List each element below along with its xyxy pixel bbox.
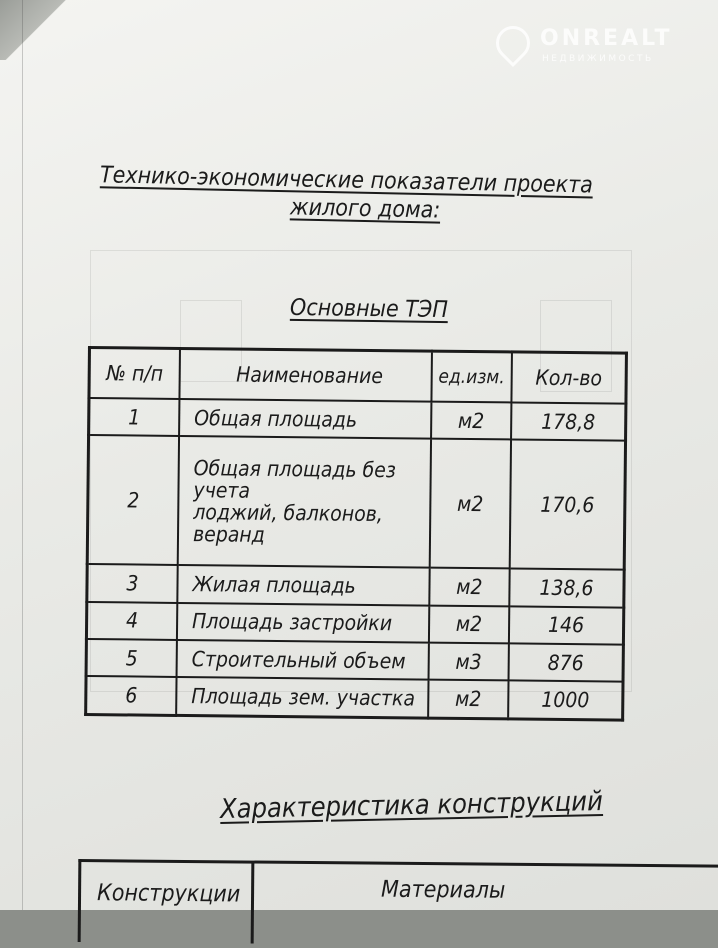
row-name: Площадь застройки — [177, 603, 429, 643]
header-unit: ед.изм. — [431, 351, 512, 402]
document-title-line2: жилого дома: — [289, 194, 441, 224]
row-name-line1: Общая площадь без учета — [193, 456, 396, 503]
header-name: Наименование — [179, 348, 431, 401]
row-qty: 178,8 — [511, 402, 626, 441]
header-construction: Конструкции — [96, 880, 241, 908]
row-name-line2: лоджий, балконов, веранд — [192, 500, 383, 547]
row-unit: м2 — [431, 402, 512, 440]
page-fold-shadow — [0, 0, 70, 60]
table-row — [87, 564, 624, 607]
section-title-constructions: Характеристика конструкций — [219, 785, 604, 826]
row-unit: м2 — [429, 568, 510, 606]
row-qty: 170,6 — [510, 440, 626, 570]
row-num: 1 — [89, 398, 180, 436]
tep-table-wrapper — [84, 346, 628, 722]
row-num: 2 — [87, 435, 179, 565]
row-qty: 1000 — [508, 681, 623, 720]
row-num: 4 — [86, 602, 177, 640]
header-qty: Кол-во — [511, 352, 626, 404]
row-qty: 876 — [509, 644, 624, 683]
watermark-subtitle: НЕДВИЖИМОСТЬ — [542, 54, 654, 64]
table-row — [86, 676, 623, 720]
section-title-main-tep: Основные ТЭП — [289, 294, 449, 324]
row-unit: м2 — [428, 680, 509, 719]
row-name: Жилая площадь — [177, 565, 429, 605]
row-name — [178, 436, 431, 568]
tep-table — [84, 346, 628, 722]
table-row — [87, 435, 625, 570]
row-name: Строительный объем — [177, 640, 429, 680]
row-qty: 138,6 — [509, 569, 624, 608]
table-divider — [251, 864, 255, 944]
row-unit: м2 — [429, 439, 511, 569]
row-name: Площадь зем. участка — [176, 677, 428, 718]
row-qty: 146 — [509, 606, 624, 645]
constructions-table — [78, 859, 718, 948]
frame-line — [22, 0, 23, 910]
table-row — [86, 639, 623, 682]
row-unit: м2 — [429, 605, 510, 643]
onrealt-logo-icon — [489, 19, 537, 67]
row-num: 6 — [86, 676, 177, 715]
table-row — [86, 602, 623, 645]
row-unit: м3 — [428, 643, 509, 681]
document-title-line1: Технико-экономические показатели проекта — [99, 162, 594, 199]
header-materials: Материалы — [381, 876, 506, 904]
header-num: № п/п — [89, 348, 180, 399]
watermark — [496, 24, 696, 70]
row-num: 5 — [86, 639, 177, 677]
row-num: 3 — [87, 564, 178, 602]
watermark-name: ONREALT — [540, 26, 673, 51]
table-row — [89, 398, 626, 441]
table-header-row — [89, 348, 626, 404]
row-name: Общая площадь — [179, 399, 431, 439]
